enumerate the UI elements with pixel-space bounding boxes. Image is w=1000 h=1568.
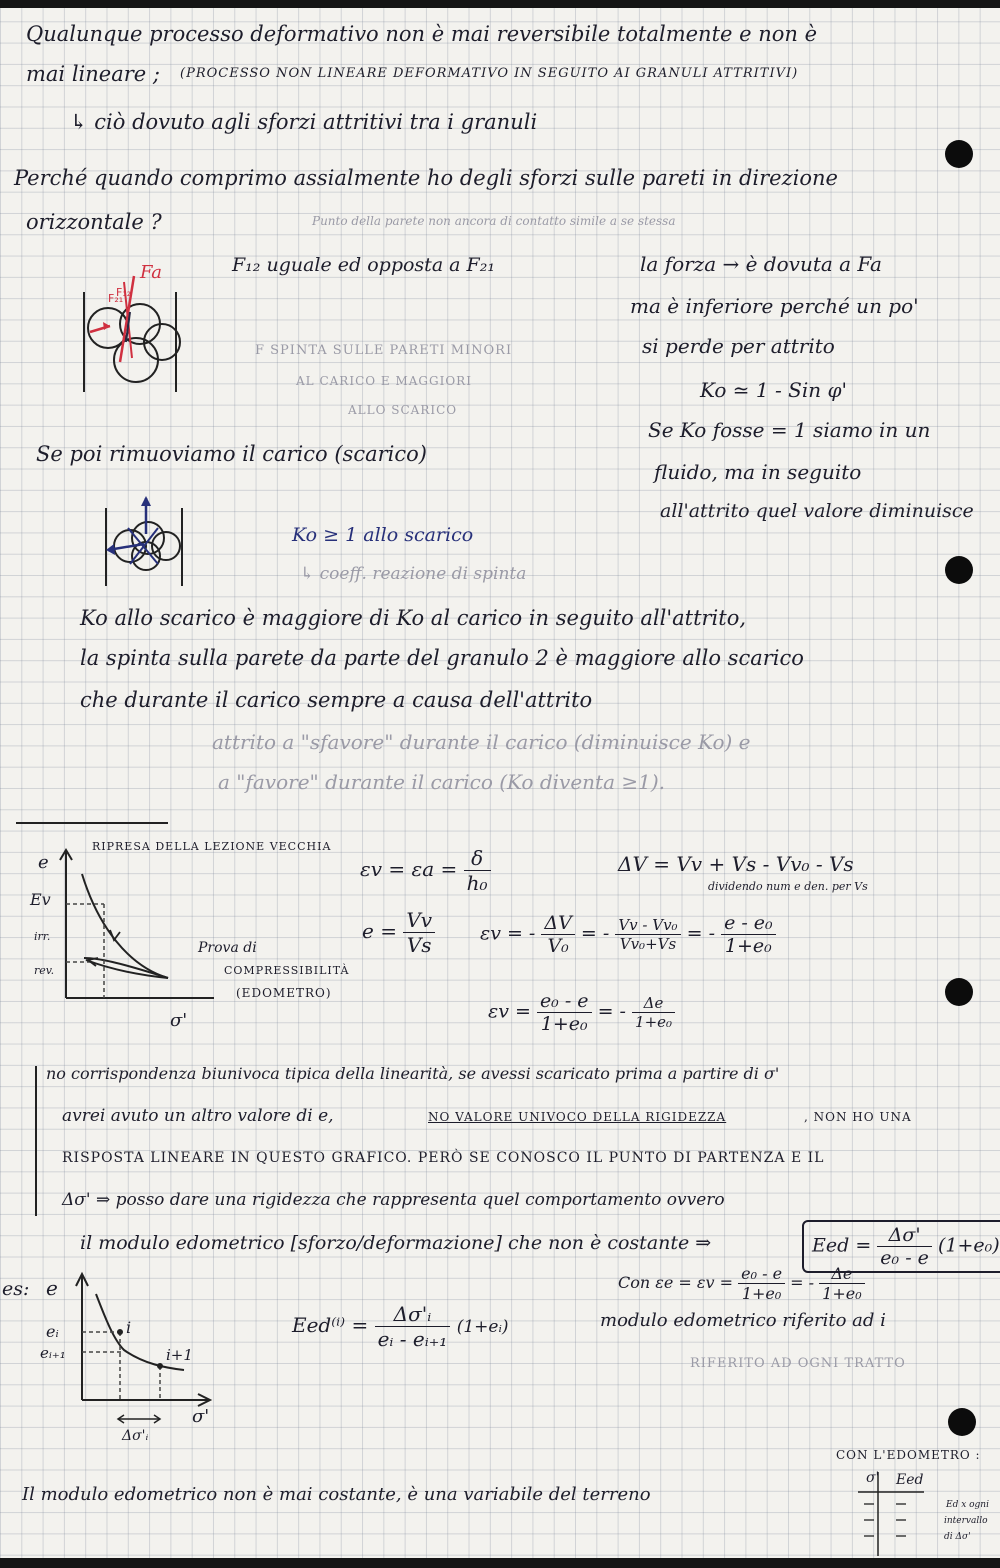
spinta-2: AL CARICO E MAGGIORI	[296, 374, 472, 388]
eq-ev3: εv = $\frac{\text{e₀ - e}}{\text{1+e₀}}$ = - $\frac{\Delta e}{\text{1+e₀}}$	[488, 990, 675, 1035]
graph1-xlabel: σ'	[170, 1010, 188, 1031]
eedi-desc: modulo edometrico riferito ad i	[600, 1310, 886, 1331]
graph1-ev: Ev	[30, 890, 51, 909]
fa-label: Fa	[140, 262, 162, 283]
binder-hole-1	[945, 140, 973, 168]
eq-dividendo: dividendo num e den. per Vs	[708, 880, 868, 893]
para-3: che durante il carico sempre a causa dell'attrito	[80, 688, 593, 712]
graph2-point-i: i	[126, 1318, 132, 1337]
graph1-plot	[58, 846, 218, 1006]
edometro-note-3: di Δσ'	[944, 1532, 971, 1542]
graph1-ylabel: e	[38, 852, 49, 873]
con-eq: Con εe = εv = $\frac{\text{e₀ - e}}{\text{1+e₀}}$ = - $\frac{\Delta e}{\text{1+e₀}}$	[618, 1264, 865, 1303]
k0-geq: Ko ≥ 1 allo scarico	[292, 524, 474, 546]
para2-2c: , NON HO UNA	[804, 1110, 912, 1124]
para2-1: no corrispondenza biunivoca tipica della linearità, se avessi scaricato prima a partire di σ'	[46, 1064, 780, 1083]
eq-e: e = $\frac{Vv}{Vs}$	[362, 908, 435, 957]
graph1-irr: irr.	[34, 930, 51, 943]
eq-dv: ΔV = Vv + Vs - Vv₀ - Vs	[618, 852, 854, 876]
right-6: all'attrito quel valore diminuisce	[660, 500, 974, 522]
line-5-faint: Punto della parete non ancora di contatto simile a se stessa	[312, 214, 676, 228]
edometro-label: CON L'EDOMETRO :	[836, 1448, 981, 1462]
graph2-dsig: Δσ'ᵢ	[122, 1428, 149, 1444]
line-2b: (PROCESSO NON LINEARE DEFORMATIVO IN SEGUITO AI GRANULI ATTRITIVI)	[180, 66, 799, 81]
eedi-formula: Eed⁽ⁱ⁾ = $\frac{\text{Δσ'ᵢ}}{\text{eᵢ - eᵢ₊₁}}$ (1+eᵢ)	[292, 1302, 509, 1351]
graph1-prova-2: COMPRESSIBILITÀ	[224, 964, 350, 977]
para-2: la spinta sulla parete da parte del granulo 2 è maggiore allo scarico	[80, 646, 804, 670]
svg-text:F₂₁: F₂₁	[108, 292, 124, 305]
granule-diagram-unloading	[100, 494, 190, 590]
graph1-prova-3: (EDOMETRO)	[236, 986, 332, 1000]
f12-label: F₁₂ uguale ed opposta a F₂₁	[232, 254, 495, 276]
graph2-xlabel: σ'	[192, 1406, 210, 1427]
coeff-note: ↳ coeff. reazione di spinta	[300, 564, 527, 584]
graph1-title: RIPRESA DELLA LEZIONE VECCHIA	[92, 840, 332, 853]
margin-bar	[32, 1066, 42, 1226]
edometro-col1: σ'	[866, 1470, 880, 1486]
graph1-rev: rev.	[34, 964, 55, 977]
section-divider	[16, 820, 176, 826]
line-4: Perché quando comprimo assialmente ho degli sforzi sulle pareti in direzione	[14, 166, 838, 190]
right-5: fluido, ma in seguito	[654, 460, 862, 484]
scarico-line: Se poi rimuoviamo il carico (scarico)	[36, 442, 427, 466]
para-5: a "favore" durante il carico (Ko diventa ≥1).	[218, 770, 665, 794]
eq-ev2: εv = - $\frac{\Delta V}{\text{V₀}}$ = - $\frac{\text{Vv - Vv₀}}{\text{Vv₀+Vs}}$ = - $\frac{\text{e - e₀}}{\text{1+e₀}}$	[480, 912, 776, 957]
k0-eq: Ko ≃ 1 - Sin φ'	[700, 378, 847, 402]
spinta-3: ALLO SCARICO	[348, 403, 458, 417]
graph1-prova-1: Prova di	[198, 940, 257, 956]
para2-3: RISPOSTA LINEARE IN QUESTO GRAFICO. PERÒ SE CONOSCO IL PUNTO DI PARTENZA E IL	[62, 1150, 825, 1166]
edometro-note-1: Ed x ogni	[946, 1500, 989, 1510]
para-1: Ko allo scarico è maggiore di Ko al carico in seguito all'attrito,	[80, 606, 747, 630]
line-5: orizzontale ?	[26, 210, 162, 234]
binder-hole-3	[945, 978, 973, 1006]
line-1: Qualunque processo deformativo non è mai reversibile totalmente e non è	[26, 22, 818, 46]
right-3: si perde per attrito	[642, 334, 835, 358]
line-2a: mai lineare ;	[26, 62, 160, 86]
svg-text:F₁₂: F₁₂	[116, 286, 132, 299]
graph2-ylabel: e	[46, 1276, 58, 1300]
para2-2b: NO VALORE UNIVOCO DELLA RIGIDEZZA	[428, 1110, 727, 1124]
edometro-note-2: intervallo	[944, 1516, 988, 1526]
spinta-1: F SPINTA SULLE PARETI MINORI	[255, 343, 513, 358]
para-4: attrito a "sfavore" durante il carico (diminuisce Ko) e	[212, 730, 751, 754]
para2-4: Δσ' ⇒ posso dare una rigidezza che rappresenta quel comportamento ovvero	[62, 1190, 725, 1210]
eq-ev: εv = εa = $\frac{\delta}{\text{h₀}}$	[360, 846, 491, 895]
graph2-point-i1: i+1	[166, 1346, 193, 1364]
graph2-ei: eᵢ	[46, 1322, 59, 1341]
binder-hole-4	[948, 1408, 976, 1436]
eedi-faint: RIFERITO AD OGNI TRATTO	[690, 1356, 906, 1371]
graph2-delta-bracket	[116, 1412, 166, 1426]
graph2-es: es:	[2, 1278, 30, 1300]
para2-2a: avrei avuto un altro valore di e,	[62, 1106, 334, 1126]
binder-hole-2	[945, 556, 973, 584]
eed-boxed: Eed = $\frac{\Delta\sigma'}{\text{e₀ - e}}$ (1+e₀)	[802, 1220, 1000, 1273]
right-4: Se Ko fosse = 1 siamo in un	[648, 418, 931, 442]
line-3: ↳ ciò dovuto agli sforzi attritivi tra i granuli	[70, 110, 538, 134]
graph2-plot	[74, 1270, 214, 1410]
right-1: la forza → è dovuta a Fa	[640, 252, 882, 276]
right-2: ma è inferiore perché un po'	[630, 294, 919, 318]
final-statement: Il modulo edometrico non è mai costante, è una variabile del terreno	[22, 1484, 651, 1505]
graph2-ei1: eᵢ₊₁	[40, 1344, 66, 1362]
granule-diagram-loading	[80, 262, 190, 402]
edometro-col2: Eed	[896, 1472, 924, 1488]
para2-5: il modulo edometrico [sforzo/deformazione] che non è costante ⇒	[80, 1232, 712, 1254]
